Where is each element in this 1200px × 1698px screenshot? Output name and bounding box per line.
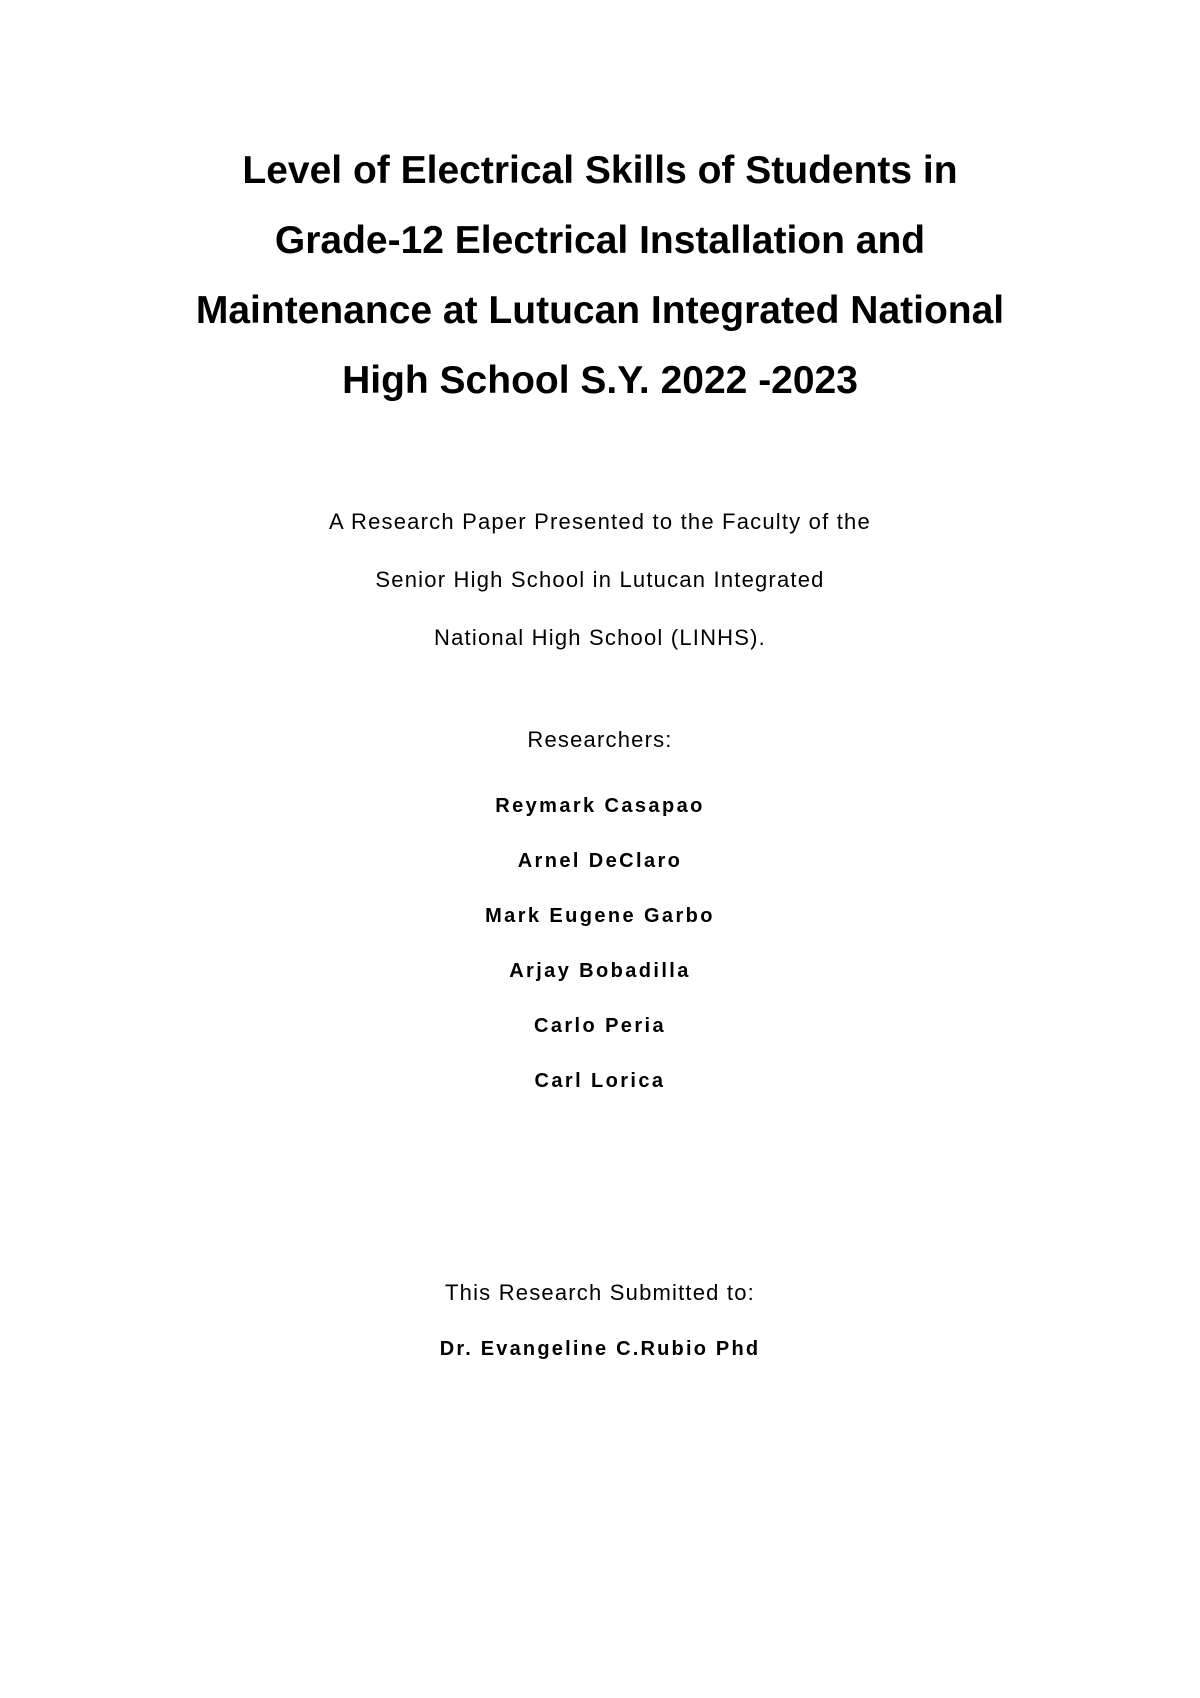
subtitle-line: A Research Paper Presented to the Faculty of the (329, 509, 871, 534)
researcher-name: Carl Lorica (534, 1070, 666, 1092)
researcher-name: Arnel DeClaro (517, 850, 683, 872)
submitted-to-label: This Research Submitted to: (445, 1280, 755, 1305)
researchers-list (100, 779, 1100, 1109)
title-line: High School S.Y. 2022 -2023 (342, 359, 858, 402)
subtitle-line: Senior High School in Lutucan Integrated (375, 567, 825, 592)
researchers-label: Researchers: (527, 727, 673, 752)
subtitle-line: National High School (LINHS). (434, 625, 766, 650)
paper-title (100, 136, 1100, 416)
title-line: Grade-12 Electrical Installation and (274, 219, 926, 262)
title-line: Maintenance at Lutucan Integrated National (195, 289, 1005, 332)
researcher-name: Arjay Bobadilla (509, 960, 691, 982)
researcher-name: Reymark Casapao (495, 795, 705, 817)
title-line: Level of Electrical Skills of Students in (242, 149, 958, 192)
presentation-statement (100, 493, 1100, 667)
adviser-name: Dr. Evangeline C.Rubio Phd (439, 1338, 761, 1360)
researcher-name: Carlo Peria (533, 1015, 666, 1037)
researcher-name: Mark Eugene Garbo (485, 905, 715, 927)
